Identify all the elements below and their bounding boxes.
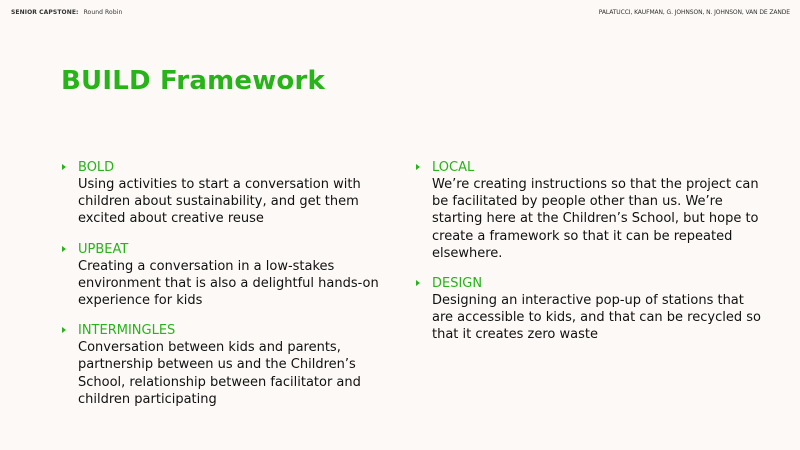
header-course <box>11 9 122 16</box>
slide-title: BUILD Framework <box>61 66 325 96</box>
item-body: Designing an interactive pop-up of stations that are accessible to kids, and that can be recycled so that it creates zero waste <box>432 293 761 343</box>
item-heading: BOLD <box>78 160 115 175</box>
item-body: Using activities to start a conversation with children about sustainability, and get them excited about creative reuse <box>78 177 361 227</box>
item-body: We’re creating instructions so that the project can be facilitated by people other than us. We’re starting here at the Children’s School, but hope to create a framework so that it can be repeated elsewhere. <box>432 177 759 261</box>
item-body: Creating a conversation in a low-stakes environment that is also a delightful hands-on experience for kids <box>78 258 379 309</box>
right-column <box>416 159 761 357</box>
list-item-upbeat <box>62 241 382 310</box>
item-body: Conversation between kids and parents, partnership between us and the Children’s School, relationship between facilitator and children participating <box>78 340 361 407</box>
item-heading: UPBEAT <box>78 241 129 257</box>
course-label: SENIOR CAPSTONE: <box>11 9 79 16</box>
left-column <box>62 159 382 421</box>
list-item-intermingles <box>62 322 382 408</box>
bullet-arrow-icon <box>62 327 66 333</box>
bullet-arrow-icon <box>62 164 66 170</box>
bullet-arrow-icon <box>416 164 420 170</box>
header-authors: PALATUCCI, KAUFMAN, G. JOHNSON, N. JOHNSON, VAN DE ZANDE <box>598 9 790 16</box>
item-heading: LOCAL <box>432 160 475 175</box>
item-heading: DESIGN <box>432 276 483 292</box>
project-name: Round Robin <box>83 9 123 16</box>
item-heading: INTERMINGLES <box>78 323 176 339</box>
list-item-bold <box>62 159 382 228</box>
list-item-local <box>416 159 761 262</box>
bullet-arrow-icon <box>416 280 420 286</box>
bullet-arrow-icon <box>62 246 66 252</box>
list-item-design <box>416 275 761 344</box>
